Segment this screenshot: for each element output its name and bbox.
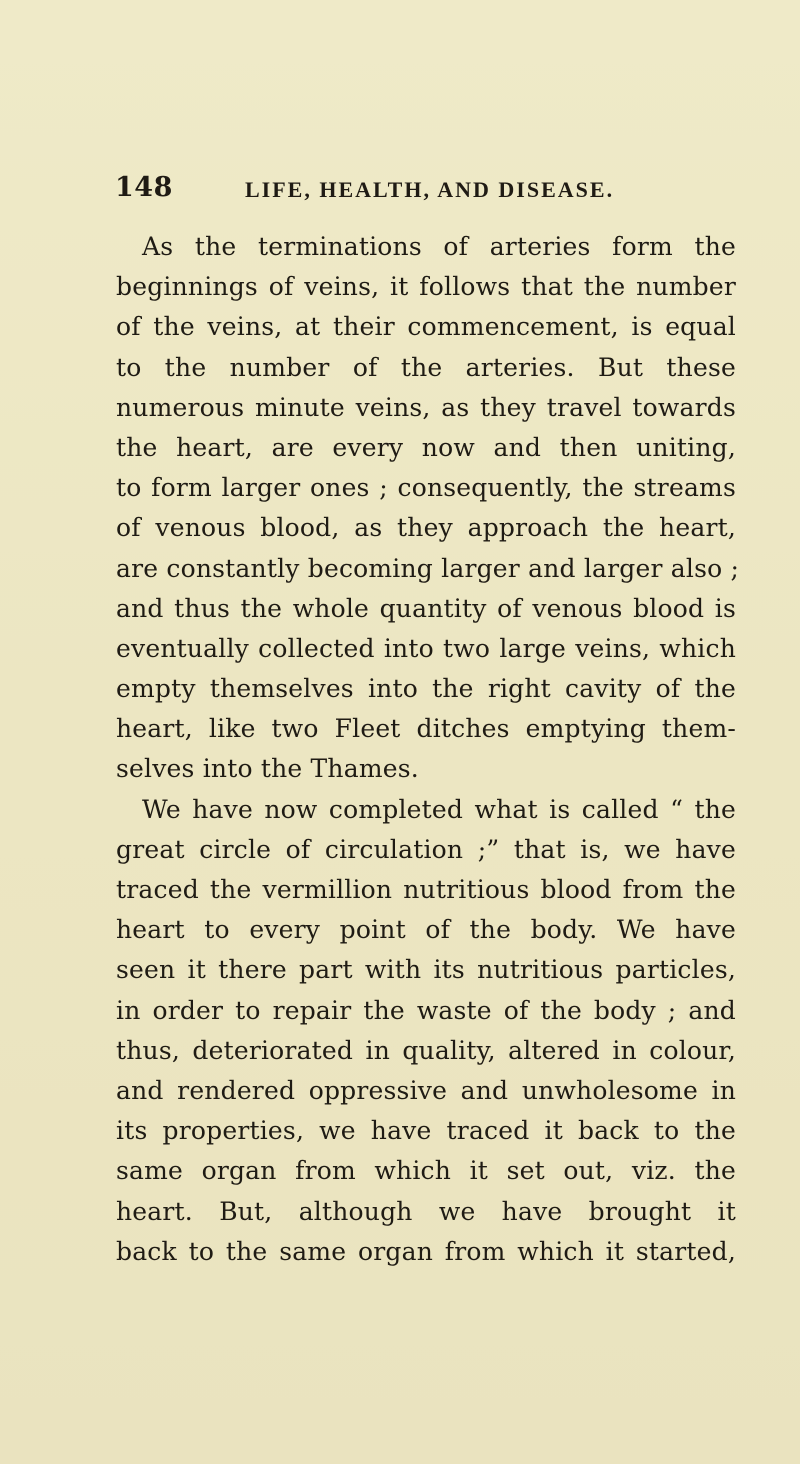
text-line: heart to every point of the body. We have (116, 915, 736, 945)
text-line: the heart, are every now and then uniting, (116, 432, 736, 462)
text-line: beginnings of veins, it follows that the number (116, 272, 736, 302)
text-line: thus, deteriorated in quality, altered in colour, (116, 1035, 736, 1065)
text-line: to the number of the arteries. But these (116, 352, 736, 382)
text-line: to form larger ones ; consequently, the streams (116, 473, 736, 503)
running-title: LIFE, HEALTH, AND DISEASE. (245, 177, 615, 202)
text-line: eventually collected into two large veins, which (116, 633, 736, 663)
text-line: heart. But, although we have brought it (116, 1196, 736, 1226)
text-line: back to the same organ from which it started, (116, 1236, 736, 1266)
text-line: are constantly becoming larger and larger also ; (116, 553, 740, 583)
text-line: As the terminations of arteries form the (142, 232, 736, 261)
text-line: numerous minute veins, as they travel towards (116, 392, 736, 422)
text-line: of venous blood, as they approach the heart, (116, 513, 736, 543)
text-line: heart, like two Fleet ditches emptying them- (116, 714, 736, 744)
text-line: seen it there part with its nutritious particles, (116, 955, 736, 985)
text-line: in order to repair the waste of the body ; and (116, 995, 736, 1025)
text-line: of the veins, at their commencement, is equal (116, 312, 736, 342)
body-text (116, 227, 740, 1272)
text-line: and thus the whole quantity of venous blood is (116, 593, 736, 623)
text-line: and rendered oppressive and unwholesome in (116, 1075, 736, 1105)
text-line: its properties, we have traced it back to the (116, 1116, 736, 1146)
text-line: empty themselves into the right cavity of the (116, 674, 736, 704)
text-line: same organ from which it set out, viz. the (116, 1156, 736, 1186)
page-number: 148 (115, 172, 173, 203)
text-line: great circle of circulation ;” that is, we have (116, 834, 736, 864)
text-line: traced the vermillion nutritious blood from the (116, 875, 736, 904)
text-line: selves into the Thames. (116, 754, 419, 784)
running-head (115, 172, 635, 212)
text-line: We have now completed what is called “ the (142, 794, 736, 824)
